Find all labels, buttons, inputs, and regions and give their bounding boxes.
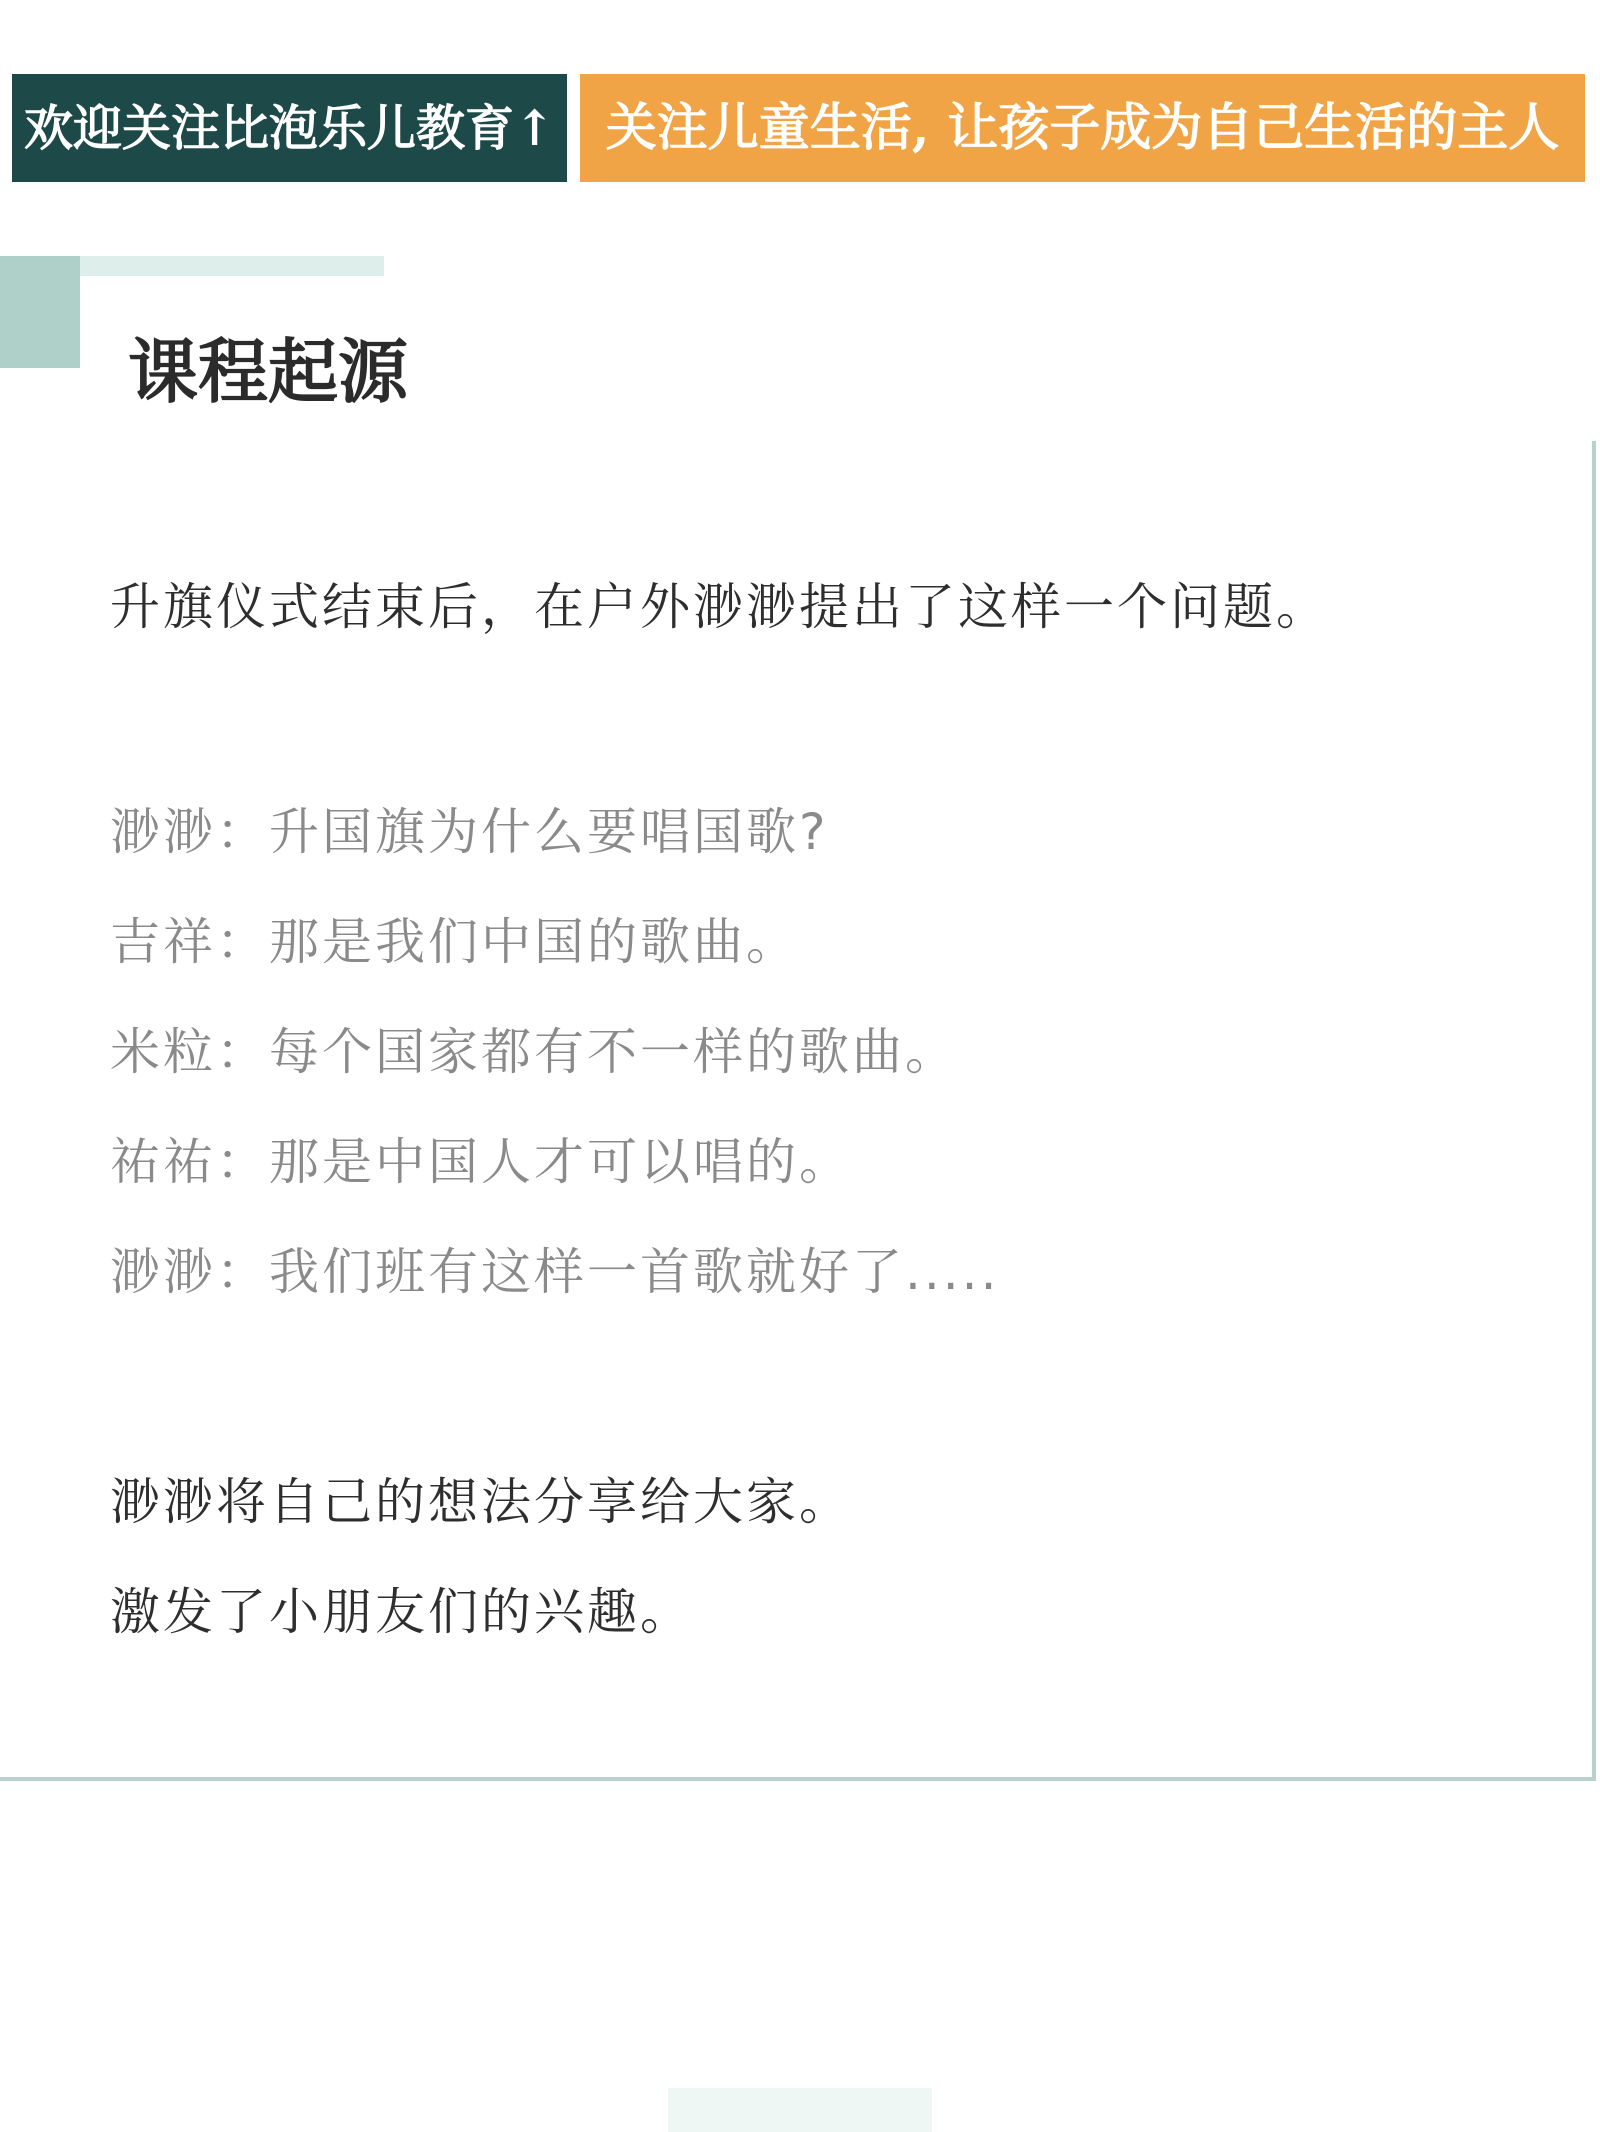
closing-line: 渺渺将自己的想法分享给大家。 xyxy=(110,1473,852,1531)
section-decoration-block xyxy=(0,256,80,368)
banner-slogan: 关注儿童生活, 让孩子成为自己生活的主人 xyxy=(580,74,1585,182)
closing-line: 激发了小朋友们的兴趣。 xyxy=(110,1583,693,1641)
dialogue-line: 吉祥：那是我们中国的歌曲。 xyxy=(110,913,799,971)
next-section-tab xyxy=(668,2088,932,2132)
dialogue-line: 渺渺：我们班有这样一首歌就好了..... xyxy=(110,1243,1000,1301)
section-title: 课程起源 xyxy=(128,331,408,413)
banner-follow-account: 欢迎关注比泡乐儿教育↑ xyxy=(12,74,567,182)
section-decoration-bar xyxy=(80,256,384,276)
dialogue-line: 米粒：每个国家都有不一样的歌曲。 xyxy=(110,1023,958,1081)
dialogue-line: 渺渺：升国旗为什么要唱国歌? xyxy=(110,803,829,861)
dialogue-line: 祐祐：那是中国人才可以唱的。 xyxy=(110,1133,852,1191)
intro-paragraph: 升旗仪式结束后，在户外渺渺提出了这样一个问题。 xyxy=(110,578,1329,636)
